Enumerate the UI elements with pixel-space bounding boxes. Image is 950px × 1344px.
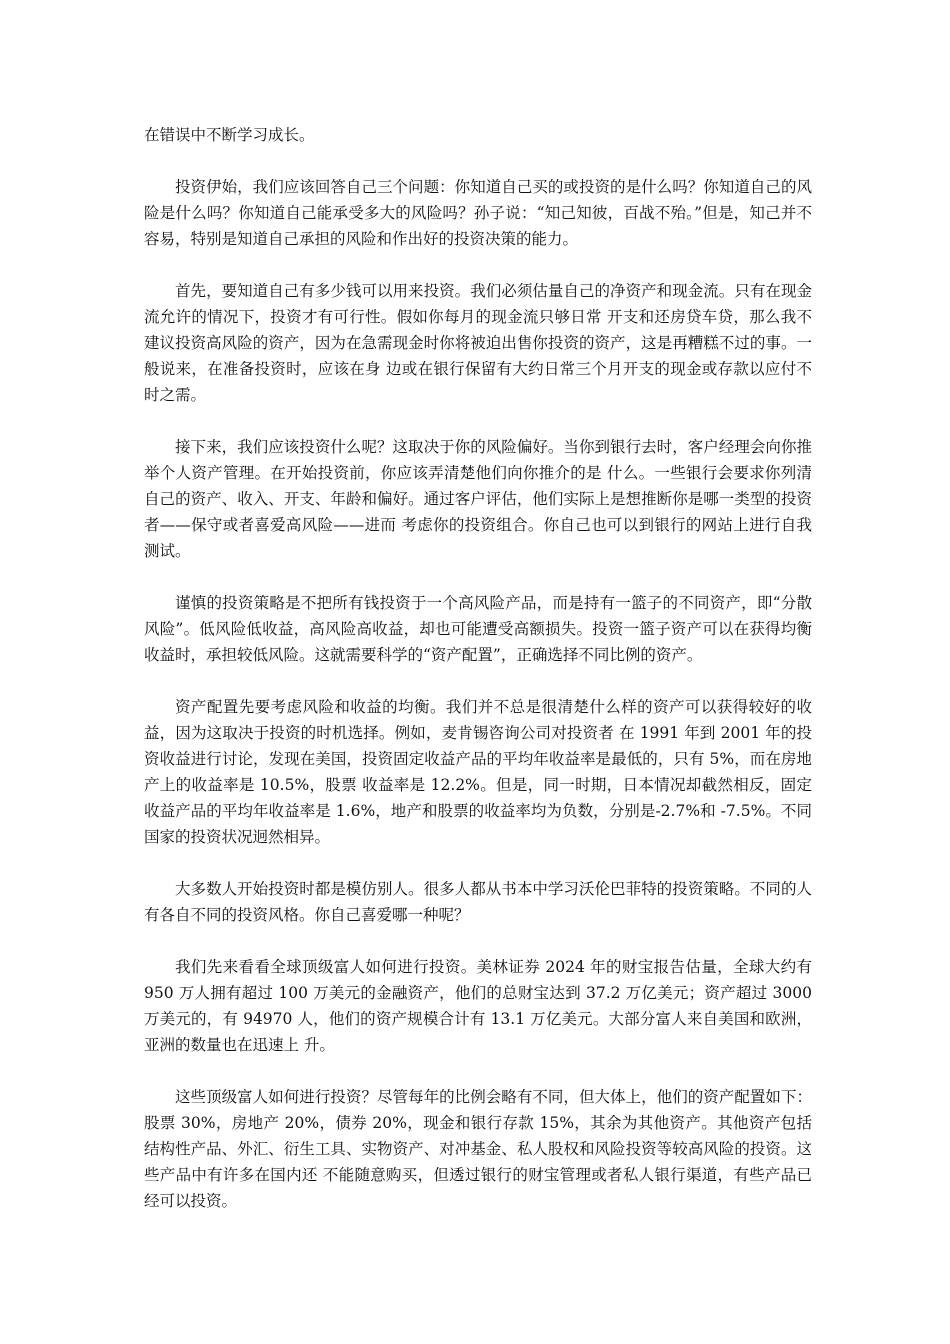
paragraph-3: 首先，要知道自己有多少钱可以用来投资。我们必须估量自己的净资产和现金流。只有在现金流允许的情况下，投资才有可行性。假如你每月的现金流只够日常 开支和还房贷车贷，那么我不建议投资高风险的资产，因为在急需现金时你将被迫出售你投资的资产，这是再糟糕不过的事。一般说来，在准备投资时，应该在身 边或在银行保留有大约日常三个月开支的现金或存款以应付不时之需。 (144, 282, 812, 404)
paragraph-6: 资产配置先要考虑风险和收益的均衡。我们并不总是很清楚什么样的资产可以获得较好的收益，因为这取决于投资的时机选择。例如，麦肯锡咨询公司对投资者 在 1991 年到 2001 年的投资收益进行讨论，发现在美国，投资固定收益产品的平均年收益率是最低的，只有 5%，而在房地产上的收益率是 10.5%，股票 收益率是 12.2%。但是，同一时期，日本情况却截然相反，固定收益产品的平均年收益率是 1.6%，地产和股票的收益率均为负数，分别是-2.7%和 -7.5%。不同国家的投资状况迥然相异。 (144, 698, 812, 846)
paragraph-4: 接下来，我们应该投资什么呢？这取决于你的风险偏好。当你到银行去时，客户经理会向你推举个人资产管理。在开始投资前，你应该弄清楚他们向你推介的是 什么。一些银行会要求你列清自己的资产、收入、开支、年龄和偏好。通过客户评估，他们实际上是想推断你是哪一类型的投资者——保守或者喜爱高风险——进而 考虑你的投资组合。你自己也可以到银行的网站上进行自我测试。 (144, 438, 812, 560)
paragraph-9: 这些顶级富人如何进行投资？尽管每年的比例会略有不同，但大体上，他们的资产配置如下：股票 30%，房地产 20%，债券 20%，现金和银行存款 15%，其余为其他资产。其他资产包括结构性产品、外汇、衍生工具、实物资产、对冲基金、私人股权和风险投资等较高风险的投资。这些产品中有许多在国内还 不能随意购买，但透过银行的财宝管理或者私人银行渠道，有些产品已经可以投资。 (144, 1088, 812, 1210)
document-page (144, 122, 812, 1240)
paragraph-8: 我们先来看看全球顶级富人如何进行投资。美林证券 2024 年的财宝报告估量，全球大约有 950 万人拥有超过 100 万美元的金融资产，他们的总财宝达到 37.2 万亿美元；资产超过 3000 万美元的，有 94970 人，他们的资产规模合计有 13.1 万亿美元。大部分富人来自美国和欧洲，亚洲的数量也在迅速上 升。 (144, 958, 812, 1054)
paragraph-5: 谨慎的投资策略是不把所有钱投资于一个高风险产品，而是持有一篮子的不同资产，即“分散风险”。低风险低收益，高风险高收益，却也可能遭受高额损失。投资一篮子资产可以在获得均衡收益时，承担较低风险。这就需要科学的“资产配置”，正确选择不同比例的资产。 (144, 594, 812, 664)
paragraph-2: 投资伊始，我们应该回答自己三个问题：你知道自己买的或投资的是什么吗？你知道自己的风险是什么吗？你知道自己能承受多大的风险吗？孙子说：“知己知彼，百战不殆。”但是，知己并不容易，特别是知道自己承担的风险和作出好的投资决策的能力。 (144, 178, 812, 248)
paragraph-1: 在错误中不断学习成长。 (144, 126, 315, 144)
paragraph-7: 大多数人开始投资时都是模仿别人。很多人都从书本中学习沃伦巴菲特的投资策略。不同的人有各自不同的投资风格。你自己喜爱哪一种呢？ (144, 880, 812, 924)
